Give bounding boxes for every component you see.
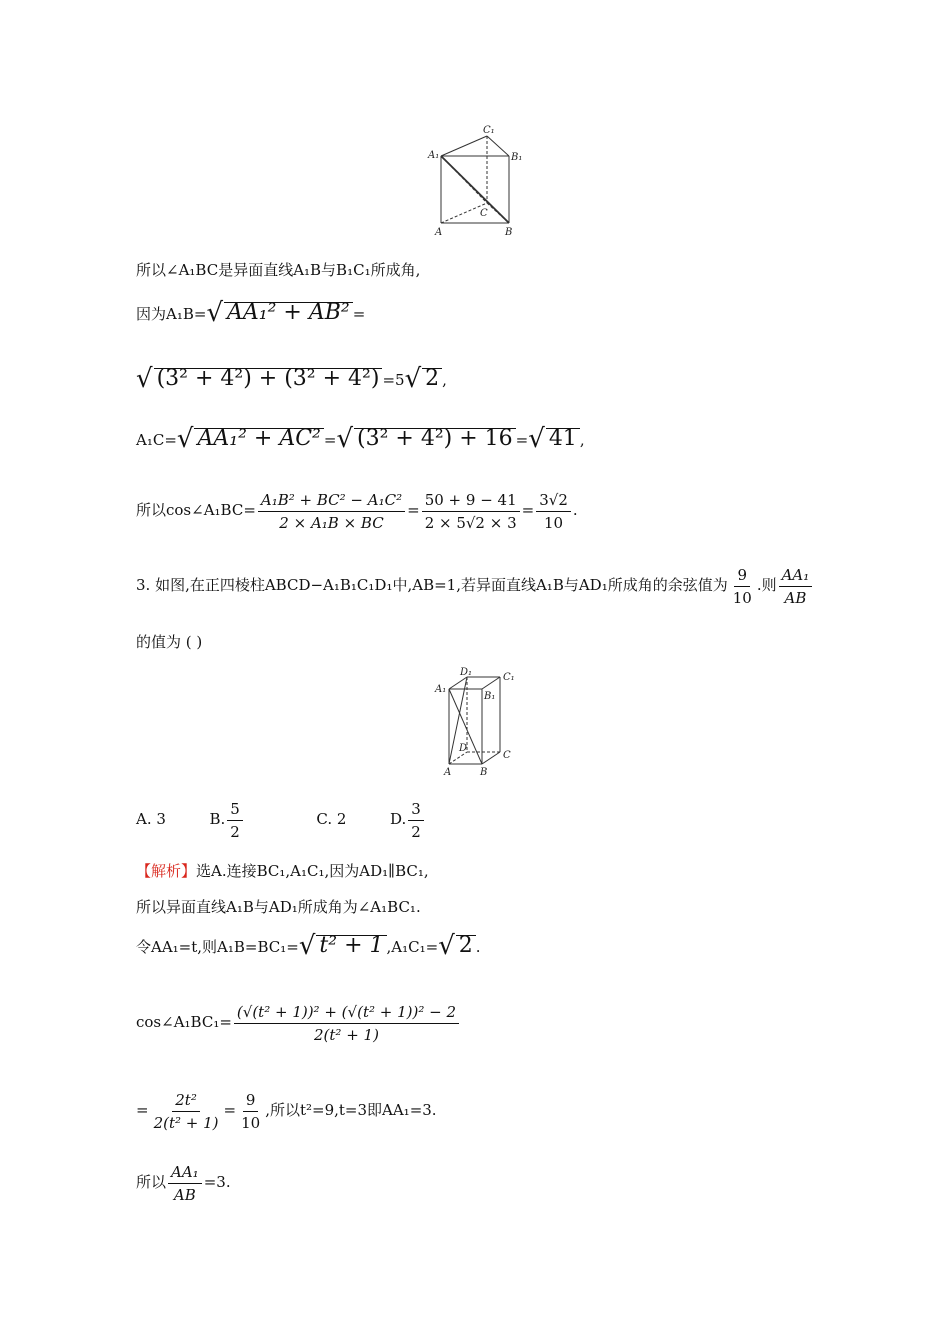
option-c[interactable]: C. 2 — [316, 810, 347, 828]
line-a1b: 因为A₁B=√ AA₁² + AB² = — [136, 298, 366, 328]
solution-line-3: 令AA₁=t,则A₁B=BC₁=√ t² + 1 ,A₁C₁=√ 2 . — [136, 931, 481, 961]
label-c1: C₁ — [503, 672, 515, 683]
frac3-numerator: 3√2 — [536, 489, 571, 512]
question-text: 3. 如图,在正四棱柱ABCD−A₁B₁C₁D₁中,AB=1,若异面直线A₁B与AD₁所成角的余弦值为 — [136, 576, 728, 594]
radicand-2: 2 — [456, 935, 476, 956]
solution-line-2: 所以异面直线A₁B与AD₁所成角为∠A₁BC₁. — [136, 898, 421, 916]
sol4-denominator: 2(t² + 1) — [313, 1025, 379, 1044]
solution-line-6 — [136, 1160, 231, 1206]
question-tail: 的值为 ( ) — [136, 633, 203, 651]
a1b-label: 因为A₁B= — [136, 305, 207, 323]
frac1-denominator: 2 × A₁B × BC — [279, 513, 384, 532]
radicand-values: (3² + 4²) + (3² + 4²) — [154, 368, 383, 389]
a1c-label: A₁C= — [136, 431, 177, 449]
line-a1c: A₁C=√ AA₁² + AC² =√ (3² + 4²) + 16 =√ 41 , — [136, 424, 585, 454]
line-angle-statement: 所以∠A₁BC是异面直线A₁B与B₁C₁所成角, — [136, 261, 421, 279]
sol6-denominator: AB — [173, 1185, 196, 1204]
solution-line-4 — [136, 1000, 461, 1046]
sol5-eq2: = — [223, 1101, 237, 1119]
label-c: C — [503, 750, 511, 761]
frac2-numerator: 50 + 9 − 41 — [422, 489, 520, 512]
sol3-mid: ,A₁C₁= — [386, 938, 439, 956]
label-a: A — [444, 767, 452, 778]
option-b[interactable] — [209, 799, 244, 841]
prism-figure — [425, 123, 525, 238]
frac1-numerator: A₁B² + BC² − A₁C² — [258, 489, 405, 512]
radicand-t: t² + 1 — [316, 935, 386, 956]
sol6-label: 所以 — [136, 1173, 167, 1191]
label-a1: A₁ — [428, 150, 440, 161]
label-a1: A₁ — [435, 684, 447, 695]
sol4-label: cos∠A₁BC₁= — [136, 1013, 232, 1031]
q3-frac-den: 10 — [732, 588, 752, 607]
sol5-numerator: 2t² — [172, 1089, 200, 1112]
option-d-den: 2 — [411, 822, 421, 841]
radicand-41: 41 — [546, 428, 580, 449]
solution-text-1: 选A.连接BC₁,A₁C₁,因为AD₁∥BC₁, — [196, 862, 429, 880]
q3-ratio-num: AA₁ — [779, 564, 813, 587]
label-b: B — [480, 767, 488, 778]
radicand-a1c: AA₁² + AC² — [194, 428, 323, 449]
sol6-tail: =3. — [203, 1173, 231, 1191]
label-b1: B₁ — [511, 152, 523, 163]
solution-line-5 — [136, 1088, 437, 1134]
line-a1b-value: √ (3² + 4²) + (3² + 4²) =5√ 2 , — [136, 364, 447, 394]
sol5-tail: ,所以t²=9,t=3即AA₁=3. — [265, 1101, 437, 1119]
sol5-num2: 9 — [243, 1089, 259, 1112]
radicand-a1c-values: (3² + 4²) + 16 — [354, 428, 516, 449]
eq-5: =5 — [382, 371, 405, 389]
sol4-numerator: (√(t² + 1))² + (√(t² + 1))² − 2 — [234, 1001, 459, 1024]
frac2-denominator: 2 × 5√2 × 3 — [424, 513, 517, 532]
option-b-den: 2 — [230, 822, 240, 841]
label-b1: B₁ — [484, 691, 496, 702]
sol3-label: 令AA₁=t,则A₁B=BC₁= — [136, 938, 299, 956]
label-c: C — [480, 208, 488, 219]
option-d-label: D. — [389, 810, 407, 828]
option-d-num: 3 — [408, 798, 424, 821]
label-b: B — [505, 227, 513, 238]
options-row — [136, 797, 426, 843]
option-d[interactable] — [389, 799, 426, 841]
sol5-eq: = — [136, 1101, 149, 1119]
square-prism-figure — [432, 665, 522, 780]
label-d: D — [459, 743, 468, 754]
label-a: A — [435, 227, 443, 238]
question-3 — [136, 563, 814, 609]
option-b-num: 5 — [227, 798, 243, 821]
q3-ratio-den: AB — [784, 588, 807, 607]
q3-then: .则 — [756, 576, 777, 594]
solution-tag: 【解析】 — [136, 862, 197, 880]
q3-frac-num: 9 — [734, 564, 750, 587]
sol5-denominator: 2(t² + 1) — [153, 1113, 219, 1132]
cos-label: 所以cos∠A₁BC= — [136, 501, 256, 519]
frac3-denominator: 10 — [544, 513, 564, 532]
option-b-label: B. — [209, 810, 226, 828]
sol6-numerator: AA₁ — [168, 1161, 202, 1184]
solution-line-1 — [136, 861, 429, 881]
line-cos: 所以cos∠A₁BC= $\frac{\text{A₁B² + BC² − A₁C²}}{\text{2 × A₁B × BC}}$ = $\frac{50 + 9 - 41}{2 \times 5√2 \times 3}$ = $\frac{3√2}{10}$ . — [136, 490, 578, 532]
option-a[interactable]: A. 3 — [136, 810, 166, 828]
label-c1: C₁ — [483, 125, 495, 136]
label-d1: D₁ — [460, 667, 473, 678]
radicand-a1b: AA₁² + AB² — [224, 302, 353, 323]
sol5-den2: 10 — [241, 1113, 261, 1132]
